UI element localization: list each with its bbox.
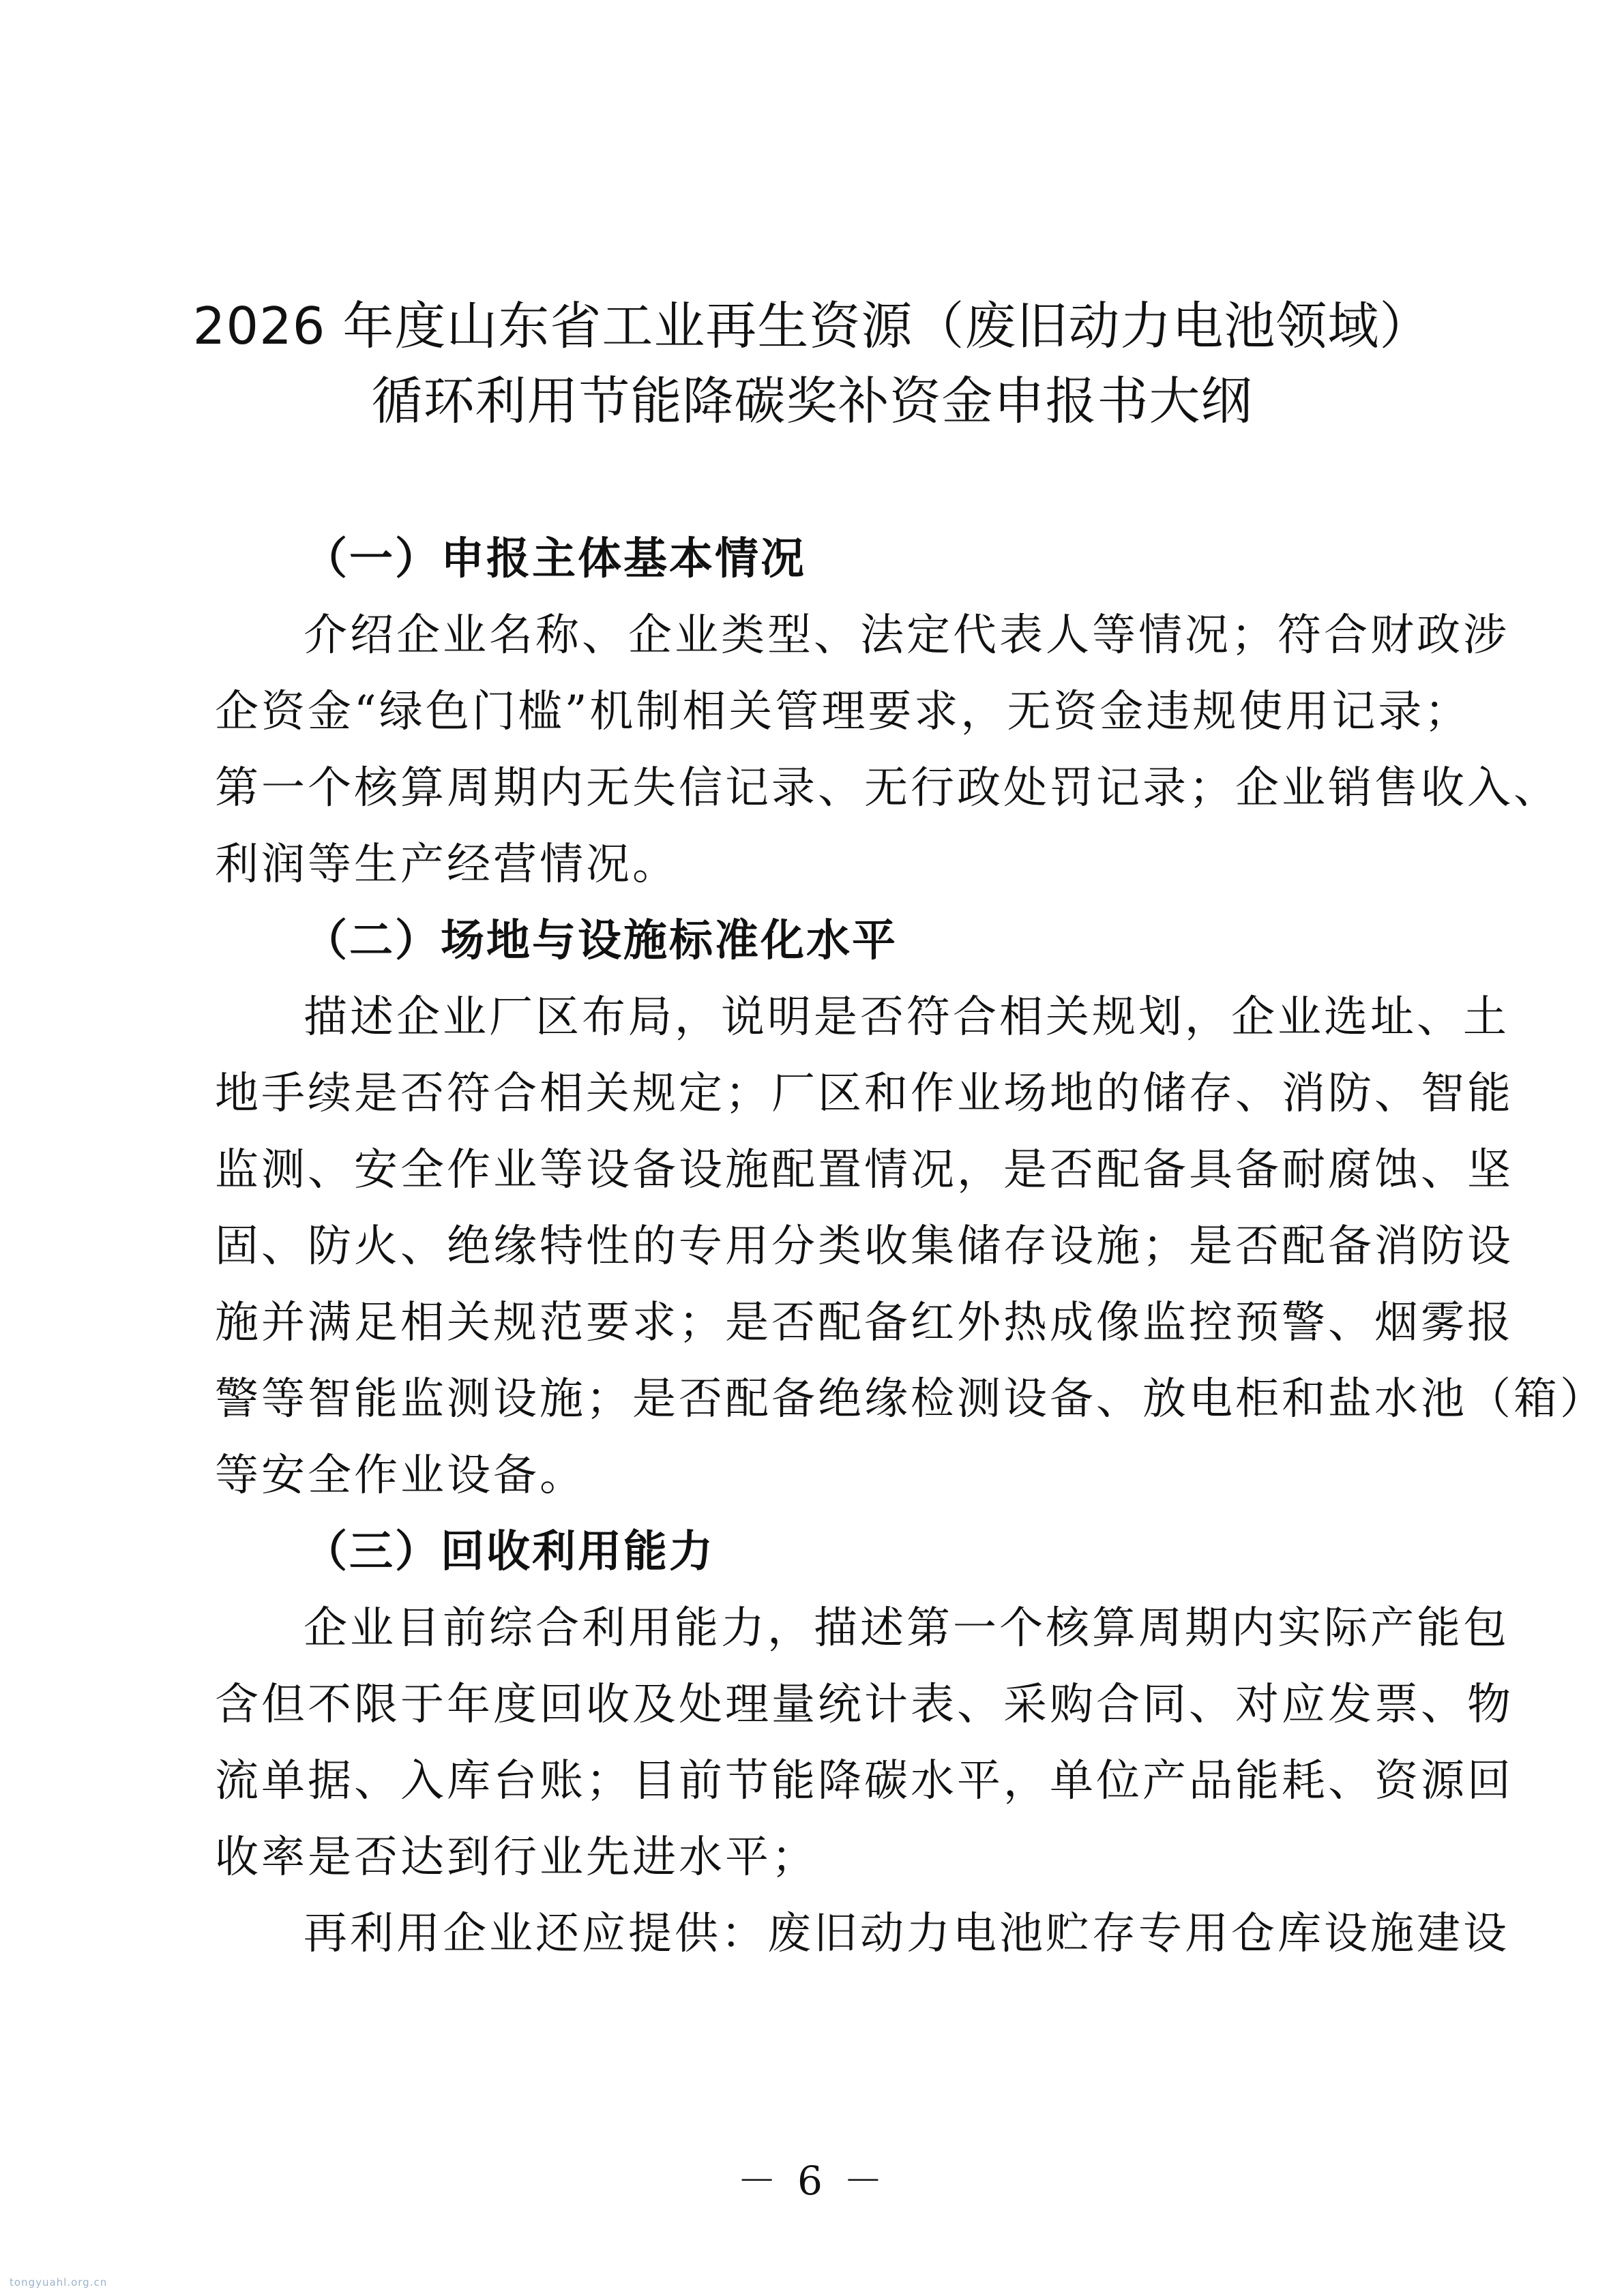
paragraph-line: 含但不限于年度回收及处理量统计表、采购合同、对应发票、物 [215, 1680, 1514, 1730]
paragraph-line: 等安全作业设备。 [215, 1450, 586, 1501]
document-title-line-1: 2026 年度山东省工业再生资源（废旧动力电池领域） [192, 296, 1432, 356]
paragraph-line: 介绍企业名称、企业类型、法定代表人等情况；符合财政涉 [304, 610, 1509, 661]
paragraph-line: 再利用企业还应提供：废旧动力电池贮存专用仓库设施建设 [304, 1909, 1509, 1959]
page-number: － 6 － [737, 2158, 887, 2204]
paragraph-line: 警等智能监测设施；是否配备绝缘检测设备、放电柜和盐水池（箱） [215, 1374, 1606, 1425]
paragraph-line: 描述企业厂区布局，说明是否符合相关规划，企业选址、土 [304, 992, 1509, 1043]
section-heading-1: （一）申报主体基本情况 [304, 534, 806, 584]
document-title-line-2: 循环利用节能降碳奖补资金申报书大纲 [371, 371, 1253, 431]
paragraph-line: 地手续是否符合相关规定；厂区和作业场地的储存、消防、智能 [215, 1069, 1514, 1119]
paragraph-line: 流单据、入库台账；目前节能降碳水平，单位产品能耗、资源回 [215, 1756, 1514, 1806]
paragraph-line: 企资金“绿色门槛”机制相关管理要求，无资金违规使用记录； [215, 687, 1471, 737]
section-heading-3: （三）回收利用能力 [304, 1527, 715, 1577]
paragraph-line: 固、防火、绝缘特性的专用分类收集储存设施；是否配备消防设 [215, 1221, 1514, 1272]
paragraph-line: 施并满足相关规范要求；是否配备红外热成像监控预警、烟雾报 [215, 1298, 1514, 1348]
section-heading-2: （二）场地与设施标准化水平 [304, 916, 898, 966]
paragraph-line: 收率是否达到行业先进水平； [215, 1832, 818, 1883]
paragraph-line: 利润等生产经营情况。 [215, 839, 679, 890]
paragraph-line: 企业目前综合利用能力，描述第一个核算周期内实际产能包 [304, 1603, 1509, 1654]
paragraph-line: 监测、安全作业等设备设施配置情况，是否配备具备耐腐蚀、坚 [215, 1145, 1514, 1195]
watermark-text: tongyuahl.org.cn [10, 2276, 108, 2288]
paragraph-line: 第一个核算周期内无失信记录、无行政处罚记录；企业销售收入、 [215, 763, 1560, 814]
